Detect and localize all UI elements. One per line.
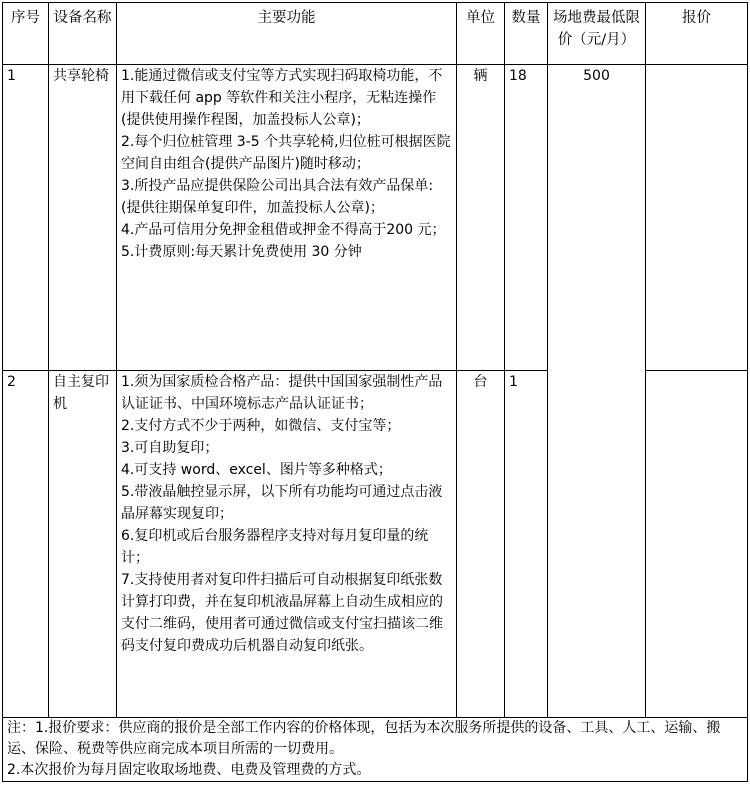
header-quantity: 数量	[505, 3, 548, 65]
function-item: 1.须为国家质检合格产品：提供中国国家强制性产品认证证书、中国环境标志产品认证证书；	[121, 374, 443, 412]
function-item: 1.能通过微信或支付宝等方式实现扫码取椅功能，不用下载任何 app 等软件和关注小程序，无粘连操作(提供使用操作程图，加盖投标人公章)；	[121, 68, 443, 128]
notes-cell	[3, 718, 748, 782]
row-name: 自主复印机	[49, 371, 117, 718]
header-quote: 报价	[646, 3, 748, 65]
header-unit: 单位	[457, 3, 505, 65]
function-item: 5.计费原则:每天累计免费使用 30 分钟	[121, 244, 362, 260]
row-seq: 1	[3, 65, 49, 371]
row-name: 共享轮椅	[49, 65, 117, 371]
row-unit: 台	[457, 371, 505, 718]
row-seq: 2	[3, 371, 49, 718]
header-row	[3, 3, 748, 65]
function-item: 4.可支持 word、excel、图片等多种格式；	[121, 462, 392, 478]
equipment-table	[2, 2, 748, 782]
row-quote	[646, 65, 748, 371]
row-functions	[117, 371, 457, 718]
function-item: 4.产品可信用分免押金租借或押金不得高于200 元；	[121, 222, 446, 238]
notes-row	[3, 718, 748, 782]
header-seq: 序号	[3, 3, 49, 65]
function-item: 2.每个归位桩管理 3-5 个共享轮椅,归位桩可根据医院空间自由组合(提供产品图片)随时移动；	[121, 134, 451, 172]
row-quantity: 1	[505, 371, 548, 718]
function-item: 2.支付方式不少于两种，如微信、支付宝等；	[121, 418, 401, 434]
function-item: 6.复印机或后台服务器程序支持对每月复印量的统计；	[121, 528, 429, 566]
function-item: 3.可自助复印；	[121, 440, 219, 456]
function-item: 5.带液晶触控显示屏，以下所有功能均可通过点击液晶屏幕实现复印；	[121, 484, 443, 522]
note-item: 2.本次报价为每月固定收取场地费、电费及管理费的方式。	[7, 762, 371, 778]
header-fee: 场地费最低限价（元/月）	[548, 3, 646, 65]
header-name: 设备名称	[49, 3, 117, 65]
header-function: 主要功能	[117, 3, 457, 65]
row-functions	[117, 65, 457, 371]
function-item: 3.所投产品应提供保险公司出具合法有效产品保单:(提供往期保单复印件，加盖投标人公章)；	[121, 178, 434, 216]
note-item: 注：1.报价要求：供应商的报价是全部工作内容的价格体现，包括为本次服务所提供的设备、工具、人工、运输、搬运、保险、税费等供应商完成本项目所需的一切费用。	[7, 720, 721, 757]
row-quantity: 18	[505, 65, 548, 371]
table-row	[3, 65, 748, 371]
fee-value: 500	[548, 65, 646, 718]
row-unit: 辆	[457, 65, 505, 371]
row-quote	[646, 371, 748, 718]
function-item: 7.支持使用者对复印件扫描后可自动根据复印纸张数计算打印费，并在复印机液晶屏幕上自动生成相应的支付二维码，使用者可通过微信或支付宝扫描该二维码支付复印费成功后机器自动复印纸张。	[121, 572, 443, 654]
